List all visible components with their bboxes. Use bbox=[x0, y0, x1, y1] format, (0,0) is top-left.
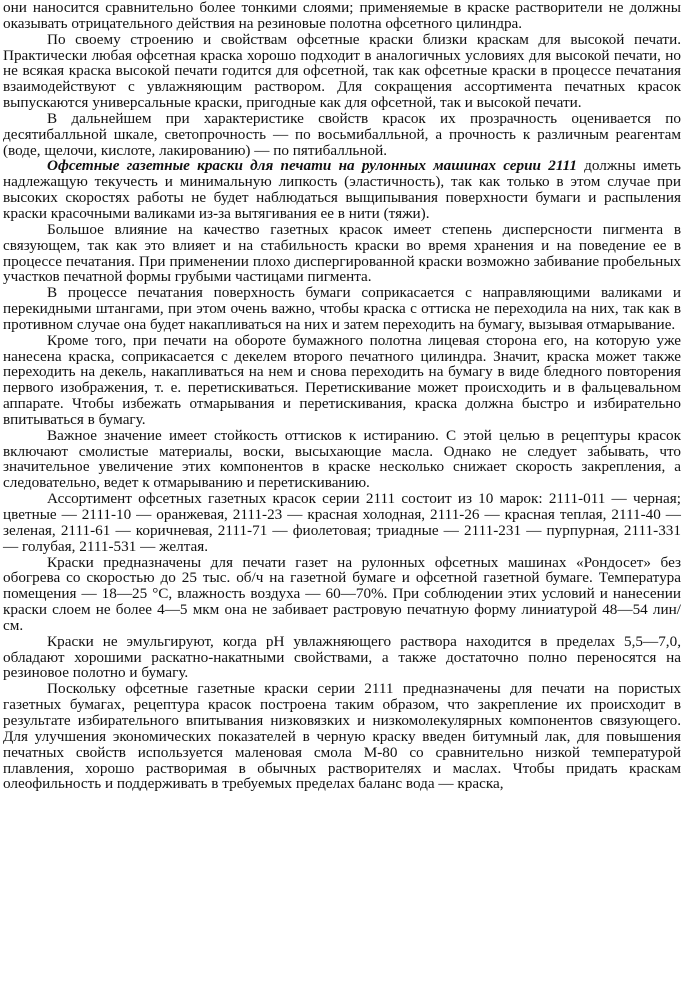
paragraph-11-text: Краски не эмульгируют, когда pH увлажняющего раствора находится в пределах 5,5—7,0, обладают хорошими раскатно-накатными свойствами, а также достаточно полно переносятся на резиновое полотно и бумагу. bbox=[3, 632, 681, 682]
paragraph-7-text: Кроме того, при печати на обороте бумажного полотна лицевая сторона его, на которую уже нанесена краска, соприкасается с декелем второго печатного цилиндра. Значит, краска может также переходить на декель, накапливаться на нем и снова переходить на бумагу в виде бледного повторения первого изображения, т. е. перетискиваться. Перетискивание может происходить и в фальцевальном аппарате. Чтобы избежать отмарывания и перетискивания, краска должна быстро и избирательно впитываться в бумагу. bbox=[3, 331, 681, 428]
paragraph-8-text: Важное значение имеет стойкость оттисков к истиранию. С этой целью в рецептуры красок включают смолистые материалы, воски, высыхающие масла. Однако не следует забывать, что значительное увеличение этих компонентов в краске несколько снижает скорость закрепления, а следовательно, ведет к отмарыванию и перетискиванию. bbox=[3, 426, 681, 492]
paragraph-1-text: они наносится сравнительно более тонкими слоями; применяемые в краске растворители не должны оказывать отрицательного действия на резиновые полотна офсетного цилиндра. bbox=[3, 0, 681, 32]
paragraph-9 bbox=[3, 491, 681, 554]
paragraph-4-text: должны иметь надлежащую текучесть и минимальную липкость (эластичность), так как только в этом случае при высоких скоростях работы не будет наблюдаться выщипывания поверхности бумаги и распыления краски красочными валиками из-за вытягивания ее в нити (тяжи). bbox=[3, 157, 681, 222]
paragraph-5-text: Большое влияние на качество газетных красок имеет степень дисперсности пигмента в связующем, так как это влияет и на стабильность краски во время хранения и на поведение ее в процессе печатания. При применении плохо диспергированной краски возможно забивание пробельных участков печатной формы грубыми частицами пигмента. bbox=[3, 220, 681, 286]
paragraph-7 bbox=[3, 333, 681, 428]
paragraph-4 bbox=[3, 158, 681, 221]
section-heading: Офсетные газетные краски для печати на рулонных машинах серии 2111 bbox=[47, 157, 577, 175]
paragraph-10-text: Краски предназначены для печати газет на рулонных офсетных машинах «Рондосет» без обогрева со скоростью до 25 тыс. об/ч на газетной бумаге и офсетной газетной бумаге. Температура помещения — 18—25 °С, влажность воздуха — 60—70%. При соблюдении этих условий и нанесении краски слоем не более 4—5 мкм она не забивает растровую печатную форму линиатурой 48—54 лин/см. bbox=[3, 553, 681, 634]
paragraph-8 bbox=[3, 428, 681, 491]
paragraph-3-text: В дальнейшем при характеристике свойств красок их прозрачность оценивается по десятибалльной шкале, светопрочность — по восьмибалльной, а прочность к различным реагентам (воде, щелочи, кислоте, лакированию) — по пятибалльной. bbox=[3, 109, 681, 159]
paragraph-10 bbox=[3, 555, 681, 634]
paragraph-11 bbox=[3, 634, 681, 682]
paragraph-9-text: Ассортимент офсетных газетных красок серии 2111 состоит из 10 марок: 2111-011 — черная; цветные — 2111-10 — оранжевая, 2111-23 — красная холодная, 2111-26 — красная теплая, 2111-40 — зеленая, 2111-61 — коричневая, 2111-71 — фиолетовая; триадные — 2111-231 — пурпурная, 2111-331 — голубая, 2111-531 — желтая. bbox=[3, 490, 681, 555]
paragraph-6-text: В процессе печатания поверхность бумаги соприкасается с направляющими валиками и перекидными штангами, при этом очень важно, чтобы краска с оттиска не переходила на них, так как в противном случае она будет накапливаться на них и затем переходить на бумагу, вызывая отмарывание. bbox=[3, 284, 681, 333]
paragraph-2-text: По своему строению и свойствам офсетные краски близки краскам для высокой печати. Практически любая офсетная краска хорошо подходит в аналогичных условиях для высокой печати, но не всякая краска высокой печати годится для офсетной, так как офсетные краски в процессе печатания взаимодействуют с увлажняющим раствором. Для сокращения ассортимента печатных красок выпускаются универсальные краски, пригодные как для офсетной, так и высокой печати. bbox=[3, 30, 681, 112]
paragraph-1 bbox=[3, 0, 681, 32]
paragraph-5 bbox=[3, 222, 681, 285]
paragraph-3 bbox=[3, 111, 681, 159]
paragraph-2 bbox=[3, 32, 681, 111]
paragraph-12-text: Поскольку офсетные газетные краски серии 2111 предназначены для печати на пористых газетных бумагах, рецептура красок построена таким образом, что закрепление их происходит в результате избирательного впитывания низковязких и низкомолекулярных компонентов связующего. Для улучшения экономических показателей в черную краску введен битумный лак, для повышения печатных свойств используется маленовая смола М-80 со сравнительно низкой температурой плавления, хорошо растворимая в обычных растворителях и маслах. Чтобы придать краскам олеофильность и поддерживать в требуемых пределах баланс вода — краска, bbox=[3, 680, 681, 793]
paragraph-12 bbox=[3, 681, 681, 792]
paragraph-6 bbox=[3, 285, 681, 333]
